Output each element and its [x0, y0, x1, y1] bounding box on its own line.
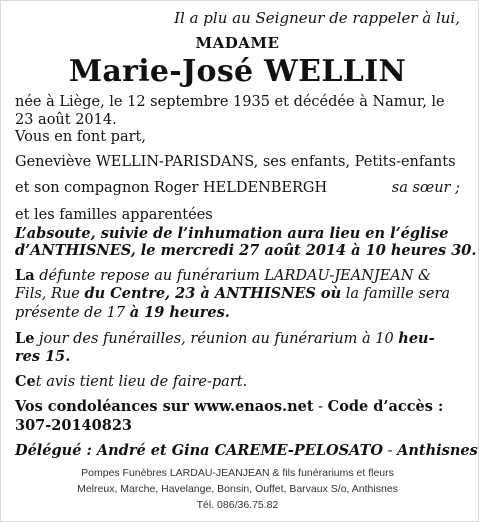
delegue-dash: - — [383, 442, 398, 459]
family-sister: sa sœur ; — [391, 180, 460, 197]
family-line-1: Geneviève WELLIN-PARISDANS, ses enfants, Petits-enfants — [15, 153, 456, 170]
avis-ce: Ce — [15, 372, 36, 390]
funerarium-line-2 — [15, 285, 460, 304]
funerailles-le: Le — [15, 329, 35, 347]
condoleances-line — [15, 398, 460, 417]
condoleances-dash: - — [313, 399, 328, 416]
delegue-line — [15, 441, 478, 461]
absoute-line-2: d’ANTHISNES, le mercredi 27 août 2014 à 10 heures 30. — [15, 242, 477, 260]
funerarium-presente: présente de 17 — [15, 304, 130, 321]
intro-line: Il a plu au Seigneur de rappeler à lui, — [174, 9, 460, 27]
condoleances-label: Vos condoléances sur www.enaos.net — [15, 398, 314, 416]
footer-phone: Tél. 086/36.75.82 — [196, 498, 279, 511]
delegue-label: Délégué : André et Gina CAREME-PELOSATO — [15, 441, 383, 459]
announce-line: Vous en font part, — [15, 129, 146, 146]
funerailles-text: jour des funérailles, réunion au funérarium à 10 — [34, 330, 399, 347]
deceased-name: Marie-José WELLIN — [68, 54, 407, 89]
funerailles-heu: heu- — [398, 329, 435, 347]
funerarium-hours: à 19 heures. — [129, 303, 230, 321]
funerarium-line-3 — [15, 304, 460, 323]
condoleances-code-label: Code d’accès : — [327, 398, 444, 416]
family-line-3: et les familles apparentées — [15, 206, 213, 223]
avis-text: t avis tient lieu de faire-part. — [35, 373, 248, 390]
title-madame: MADAME — [195, 34, 280, 52]
footer-line-1: Pompes Funèbres LARDAU-JEANJEAN & fils funérariums et fleurs — [81, 467, 394, 480]
condoleances-code: 307-20140823 — [15, 416, 132, 434]
funeral-home-footer — [15, 466, 460, 513]
birth-line-1: née à Liège, le 12 septembre 1935 et décédée à Namur, le — [15, 94, 445, 110]
family-line-2 — [15, 180, 460, 198]
funerarium-la: La — [15, 266, 35, 284]
birth-line-2: 23 août 2014. — [15, 111, 117, 128]
funerarium-text-1: défunte repose au funérarium LARDAU-JEANJEAN & — [34, 267, 431, 284]
avis-line — [15, 373, 460, 392]
funerarium-line-1 — [15, 267, 460, 286]
funerarium-fils: Fils, Rue — [15, 286, 85, 303]
delegue-town: Anthisnes — [397, 441, 478, 459]
family-companion: et son compagnon Roger HELDENBERGH — [15, 180, 328, 197]
funerailles-line-1 — [15, 330, 460, 349]
funerarium-text-2: la famille sera — [341, 286, 451, 303]
absoute-line-1: L’absoute, suivie de l’inhumation aura lieu en l’église — [15, 224, 449, 242]
funerarium-address: du Centre, 23 à ANTHISNES où — [84, 285, 342, 303]
footer-line-2: Melreux, Marche, Havelange, Bonsin, Ouffet, Barvaux S/o, Anthisnes — [77, 482, 398, 495]
funerailles-line-2: res 15. — [15, 348, 71, 366]
